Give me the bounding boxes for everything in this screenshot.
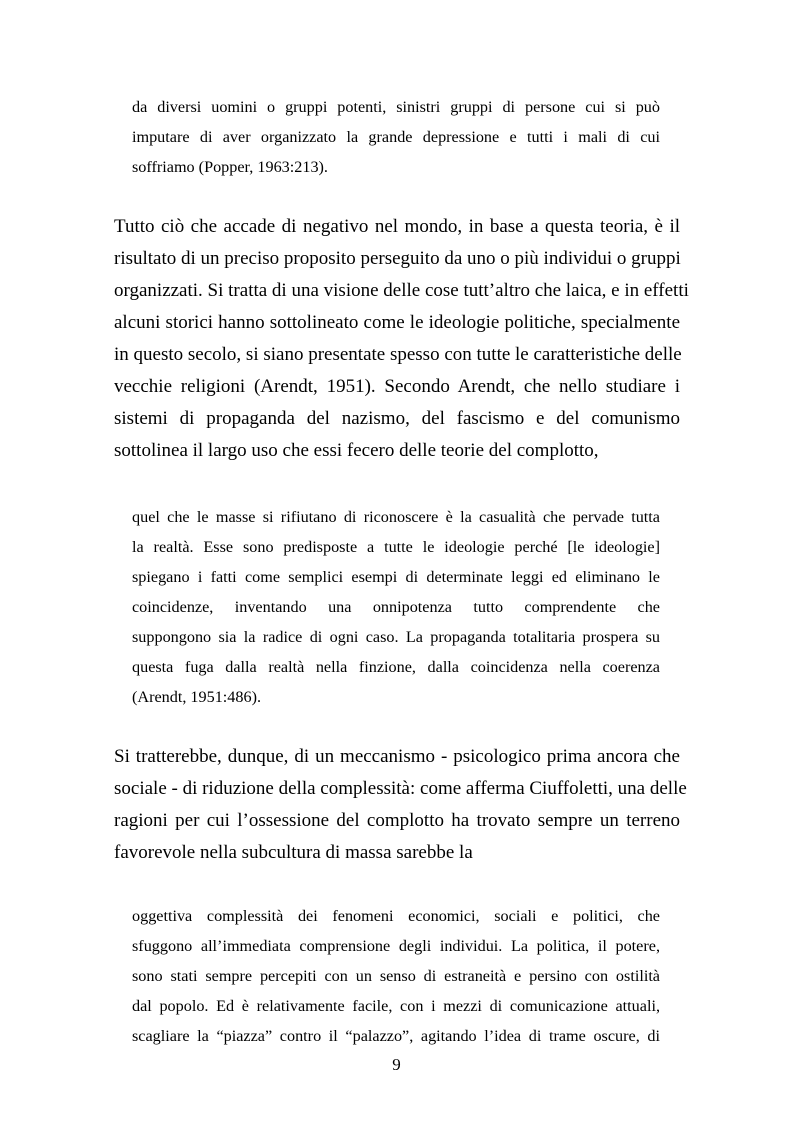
page-number: 9 <box>392 1055 401 1074</box>
paragraph-line: risultato di un preciso proposito perseguito da uno o più individui o gruppi <box>114 248 681 269</box>
quote-line: sono stati sempre percepiti con un senso di estraneità e persino con ostilità <box>132 967 660 985</box>
paragraph-line: Tutto ciò che accade di negativo nel mondo, in base a questa teoria, è il <box>114 216 680 237</box>
quote-line: da diversi uomini o gruppi potenti, sinistri gruppi di persone cui si può <box>132 98 660 116</box>
quote-line: suppongono sia la radice di ogni caso. La propaganda totalitaria prospera su <box>132 628 660 646</box>
paragraph-line: sottolinea il largo uso che essi fecero delle teorie del complotto, <box>114 440 599 461</box>
paragraph-line: vecchie religioni (Arendt, 1951). Secondo Arendt, che nello studiare i <box>114 376 680 397</box>
block-quote-ciuffoletti <box>132 901 660 1051</box>
quote-line: oggettiva complessità dei fenomeni economici, sociali e politici, che <box>132 907 660 925</box>
block-quote-arendt <box>132 502 660 712</box>
quote-line: coincidenze, inventando una onnipotenza tutto comprendente che <box>132 598 660 616</box>
body-paragraph-arendt-intro <box>114 211 689 467</box>
paragraph-line: sistemi di propaganda del nazismo, del fascismo e del comunismo <box>114 408 680 429</box>
paragraph-line: Si tratterebbe, dunque, di un meccanismo - psicologico prima ancora che <box>114 746 680 767</box>
paragraph-line: organizzati. Si tratta di una visione delle cose tutt’altro che laica, e in effetti <box>114 280 689 301</box>
quote-line: soffriamo (Popper, 1963:213). <box>132 158 328 176</box>
paragraph-line: in questo secolo, si siano presentate spesso con tutte le caratteristiche delle <box>114 344 682 365</box>
quote-line: (Arendt, 1951:486). <box>132 688 262 706</box>
quote-line: la realtà. Esse sono predisposte a tutte le ideologie perché [le ideologie] <box>132 538 660 556</box>
paragraph-line: favorevole nella subcultura di massa sarebbe la <box>114 842 473 863</box>
paragraph-line: ragioni per cui l’ossessione del complotto ha trovato sempre un terreno <box>114 810 680 831</box>
quote-line: spiegano i fatti come semplici esempi di determinate leggi ed eliminano le <box>132 568 660 586</box>
quote-line: scagliare la “piazza” contro il “palazzo”, agitando l’idea di trame oscure, di <box>132 1027 660 1045</box>
quote-line: dal popolo. Ed è relativamente facile, con i mezzi di comunicazione attuali, <box>132 997 660 1015</box>
quote-line: sfuggono all’immediata comprensione degli individui. La politica, il potere, <box>132 937 660 955</box>
quote-line: quel che le masse si rifiutano di riconoscere è la casualità che pervade tutta <box>132 508 660 526</box>
body-paragraph-ciuffoletti <box>114 741 687 869</box>
quote-line: questa fuga dalla realtà nella finzione, dalla coincidenza nella coerenza <box>132 658 660 676</box>
paragraph-line: sociale - di riduzione della complessità: come afferma Ciuffoletti, una delle <box>114 778 687 799</box>
paragraph-line: alcuni storici hanno sottolineato come le ideologie politiche, specialmente <box>114 312 680 333</box>
quote-line: imputare di aver organizzato la grande depressione e tutti i mali di cui <box>132 128 660 146</box>
block-quote-popper <box>132 92 660 182</box>
